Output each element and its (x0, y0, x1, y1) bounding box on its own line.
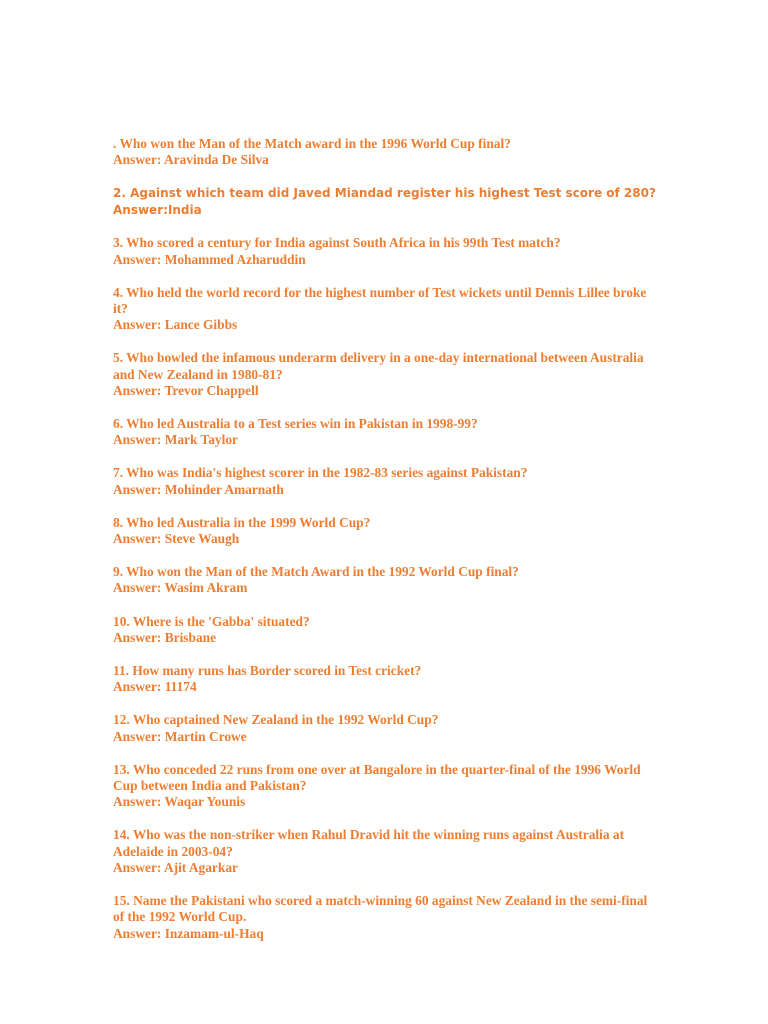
answer-text: Answer: Steve Waugh (113, 531, 240, 547)
question-text: 7. Who was India's highest scorer in the 1982-83 series against Pakistan? (113, 465, 528, 481)
qa-item-15 (113, 893, 658, 942)
question-text: 3. Who scored a century for India against South Africa in his 99th Test match? (113, 235, 561, 251)
qa-item-12 (113, 712, 658, 744)
qa-item-5 (113, 350, 658, 399)
question-text: . Who won the Man of the Match award in the 1996 World Cup final? (113, 136, 511, 151)
answer-text: Answer: Inzamam-ul-Haq (113, 925, 264, 941)
question-text: 13. Who conceded 22 runs from one over at Bangalore in the quarter-final of the 1996 World Cup between India and Pakistan? (113, 761, 641, 794)
question-text: 4. Who held the world record for the highest number of Test wickets until Dennis Lillee broke it? (113, 284, 647, 317)
answer-text: Answer: Trevor Chappell (113, 382, 259, 398)
answer-text: Answer: Ajit Agarkar (113, 859, 238, 875)
question-text: 12. Who captained New Zealand in the 1992 World Cup? (113, 712, 439, 728)
question-text: 14. Who was the non-striker when Rahul Dravid hit the winning runs against Australia at Adelaide in 2003-04? (113, 827, 625, 859)
question-text: 9. Who won the Man of the Match Award in the 1992 World Cup final? (113, 564, 519, 580)
answer-text: Answer: Mohammed Azharuddin (113, 251, 306, 267)
qa-item-14 (113, 827, 658, 876)
qa-item-10 (113, 614, 658, 646)
quiz-document (113, 136, 658, 959)
qa-item-2 (113, 185, 658, 218)
answer-text: Answer: Mark Taylor (113, 432, 238, 448)
qa-item-13 (113, 762, 658, 811)
qa-item-8 (113, 515, 658, 547)
answer-text: Answer: Waqar Younis (113, 794, 246, 810)
qa-item-6 (113, 416, 658, 448)
qa-item-9 (113, 564, 658, 596)
answer-text: Answer: 11174 (113, 679, 197, 695)
qa-item-4 (113, 285, 658, 334)
answer-text: Answer: Brisbane (113, 629, 217, 645)
question-text: 11. How many runs has Border scored in Test cricket? (113, 663, 422, 679)
question-text: 2. Against which team did Javed Miandad register his highest Test score of 280? (113, 186, 656, 201)
question-text: 6. Who led Australia to a Test series win in Pakistan in 1998-99? (113, 416, 478, 432)
question-text: 5. Who bowled the infamous underarm delivery in a one-day international between Australia and New Zealand in 1980-81? (113, 350, 644, 382)
answer-text: Answer: Wasim Akram (113, 580, 248, 596)
qa-item-11 (113, 663, 658, 695)
qa-item-3 (113, 235, 658, 267)
qa-item-1 (113, 136, 658, 168)
qa-item-7 (113, 465, 658, 497)
question-text: 8. Who led Australia in the 1999 World Cup? (113, 514, 371, 530)
answer-text: Answer: Mohinder Amarnath (113, 481, 284, 497)
question-text: 10. Where is the 'Gabba' situated? (113, 613, 310, 629)
answer-text: Answer: Aravinda De Silva (113, 152, 269, 168)
answer-text: Answer:India (113, 202, 202, 217)
answer-text: Answer: Lance Gibbs (113, 317, 238, 333)
question-text: 15. Name the Pakistani who scored a match-winning 60 against New Zealand in the semi-final of the 1992 World Cup. (113, 893, 648, 925)
answer-text: Answer: Martin Crowe (113, 728, 247, 744)
